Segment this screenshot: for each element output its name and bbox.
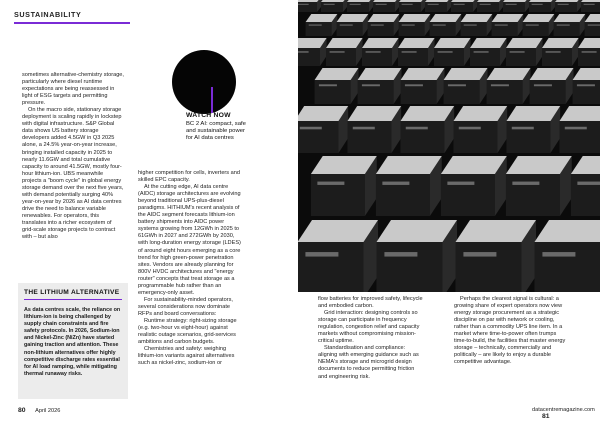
watch-now-subtitle[interactable] [186, 121, 276, 142]
battery-racks-illustration [298, 0, 600, 292]
battery-rack [321, 0, 348, 12]
paragraph: At the cutting edge, AI data centre (AIDC) storage architectures are evolving beyond traditional UPS-plus-diesel paradigms. HITHIUM's recent analysis of the AIDC segment forecasts lithium-ion battery shipments into AIDC power systems growing from 12GWh in 2025 to 61GWh in 2027 and 272GWh by 2030, with long-duration energy storage (LDES) of around eight hours emerging as a core trend for high green-power penetration sites. Vendors are already planning for 800V HVDC architectures and "energy router" concepts that treat storage as a programmable hub rather than an emergency-only asset. [138, 184, 241, 296]
battery-rack [315, 68, 359, 104]
paragraph: Chemistries and safety: weighing lithium-ion variants against alternatives such as nickel-zinc, sodium-ion or [138, 346, 235, 367]
battery-rack [368, 14, 400, 36]
sidebar-box-title: THE LITHIUM ALTERNATIVE [24, 289, 120, 296]
battery-rack [456, 220, 537, 292]
watch-now-line: BC 2 AI: compact, safe [186, 121, 246, 127]
paragraph: Runtime strategy: right-sizing storage (e.g. two-hour vs eight-hour) against realistic outage scenarios, grid-services ambitions and carbon budgets. [138, 317, 237, 346]
article-column-1 [22, 72, 124, 241]
battery-rack [434, 38, 471, 66]
battery-rack [358, 68, 402, 104]
page-number-left: 80 [18, 407, 26, 414]
battery-rack [581, 0, 600, 12]
battery-rack [441, 156, 507, 216]
section-divider [14, 22, 130, 24]
paragraph: higher competition for cells, inverters and skilled EPC capacity. [138, 170, 240, 184]
battery-rack [377, 220, 458, 292]
battery-rack [376, 156, 442, 216]
website[interactable]: datacentremagazine.com [532, 407, 595, 413]
battery-rack [373, 0, 400, 12]
battery-rack [529, 0, 556, 12]
battery-racks-photo [298, 0, 600, 292]
battery-rack [298, 38, 327, 66]
battery-rack [506, 38, 543, 66]
watch-now-title[interactable]: WATCH NOW [186, 112, 231, 119]
battery-rack [362, 38, 399, 66]
battery-rack [401, 106, 455, 153]
sidebar-box-lithium-alternative [18, 283, 128, 399]
battery-rack [523, 14, 555, 36]
battery-rack [454, 106, 508, 153]
battery-rack [451, 0, 478, 12]
battery-rack [492, 14, 524, 36]
paragraph: For sustainability-minded operators, several considerations now dominate RFPs and board conversations: [138, 296, 233, 317]
sidebar-box-text: As data centres scale, the reliance on lithium-ion is being challenged by supply chain constraints and fire safety protocols. In 2026, Sodium-ion and Nickel-Zinc (NiZn) have started gaining traction and attention. These non-lithium alternatives offer highly competitive discharge rates essential for AI load ramping, while mitigating thermal runaway risks. [24, 307, 121, 377]
paragraph: flow batteries for improved safety, lifecycle and embodied carbon. [318, 296, 423, 310]
folio-right [532, 407, 600, 420]
battery-rack [298, 220, 378, 292]
battery-rack [554, 14, 586, 36]
battery-rack [487, 68, 531, 104]
battery-rack [560, 106, 600, 153]
battery-rack [401, 68, 445, 104]
article-column-2 [138, 170, 242, 367]
article-column-4 [454, 296, 566, 366]
battery-rack [470, 38, 507, 66]
paragraph: Perhaps the clearest signal is cultural: a growing share of expert operators now view energy storage procurement as a strategic discipline on par with network or cooling, rather than a commodity UPS line item. In a market where time-to-power often trumps time-to-build, the facilities that master energy storage – technically, commercially and politically – are likely to enjoy a durable competitive advantage. [454, 296, 566, 366]
battery-rack [326, 38, 363, 66]
battery-rack [399, 0, 426, 12]
battery-rack [444, 68, 488, 104]
battery-rack [535, 220, 600, 292]
battery-rack [298, 106, 348, 153]
battery-rack [530, 68, 574, 104]
watch-now-line: for AI data centres [186, 135, 234, 141]
paragraph: sometimes alternative-chemistry storage, particularly where diesel runtime expectations are being reassessed in light of ESG targets and permitting pressure. [22, 72, 124, 107]
page-number-right: 81 [542, 413, 550, 420]
paragraph: On the macro side, stationary storage deployment is scaling rapidly in lockstep with digital infrastructure. S&P Global data shows US battery storage developers added 4.5GW in Q3 2025 alone, a 24.5% year-on-year increase, bringing installed capacity in 2025 to nearly 11.6GW and total cumulative capacity to around 41.5GW, mostly four-hour lithium-ion. UBS meanwhile projects a "boom cycle" in global energy storage demand over the next five years, with demand potentially surging 40% year-on-year by 2026 as AI data centres drive the need to balance variable renewables. For operators, this translates into a richer ecosystem of grid-scale storage projects to contract with – but also [22, 107, 124, 241]
battery-rack [542, 38, 579, 66]
battery-rack [430, 14, 462, 36]
battery-rack [555, 0, 582, 12]
battery-rack [347, 0, 374, 12]
battery-rack [298, 0, 322, 12]
folio-left [18, 407, 60, 414]
battery-rack [398, 38, 435, 66]
paragraph: Standardisation and compliance: aligning with emerging guidance such as NEMA's storage and microgrid design documents to reduce permitting friction and engineering risk. [318, 345, 419, 380]
battery-rack [461, 14, 493, 36]
paragraph: Grid interaction: designing controls so storage can participate in frequency regulation, congestion relief and capacity markets without compromising mission-critical uptime. [318, 310, 420, 345]
section-title: SUSTAINABILITY [14, 10, 82, 19]
sidebar-box-divider [24, 299, 122, 300]
watch-now-line: and sustainable power [186, 128, 245, 134]
play-accent-icon [211, 87, 213, 113]
issue-date: April 2026 [35, 408, 61, 414]
battery-rack [348, 106, 402, 153]
watch-now-video-thumbnail[interactable] [172, 50, 236, 114]
battery-rack [507, 106, 561, 153]
battery-rack [477, 0, 504, 12]
battery-rack [337, 14, 369, 36]
battery-rack [306, 14, 338, 36]
battery-rack [503, 0, 530, 12]
battery-rack [399, 14, 431, 36]
battery-rack [311, 156, 377, 216]
battery-rack [506, 156, 572, 216]
article-column-3 [318, 296, 424, 381]
battery-rack [425, 0, 452, 12]
